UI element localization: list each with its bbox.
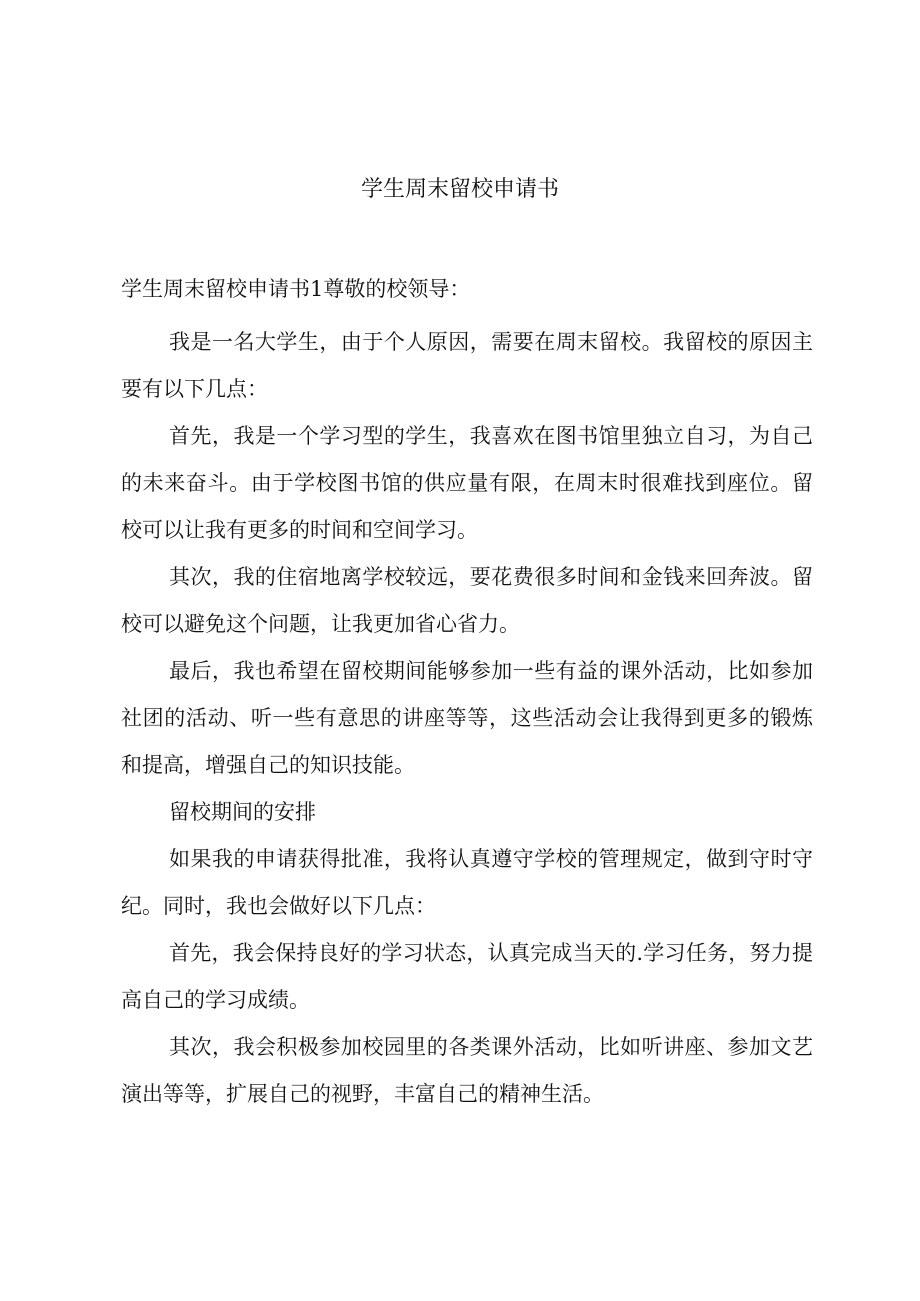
body-paragraph: 如果我的申请获得批准，我将认真遵守学校的管理规定，做到守时守纪。同时，我也会做好以下几点： [121, 847, 813, 918]
document-body [121, 266, 813, 1118]
document-title: 学生周末留校申请书 [360, 177, 559, 202]
body-paragraph: 我是一名大学生，由于个人原因，需要在周末留校。我留校的原因主要有以下几点： [121, 330, 813, 401]
section-heading: 留校期间的安排 [169, 800, 316, 824]
salutation-paragraph: 学生周末留校申请书1尊敬的校领导： [121, 277, 471, 301]
body-paragraph: 最后，我也希望在留校期间能够参加一些有益的课外活动，比如参加社团的活动、听一些有意思的讲座等等，这些活动会让我得到更多的锻炼和提高，增强自己的知识技能。 [121, 659, 813, 777]
body-paragraph: 首先，我是一个学习型的学生，我喜欢在图书馆里独立自习，为自己的未来奋斗。由于学校图书馆的供应量有限，在周末时很难找到座位。留校可以让我有更多的时间和空间学习。 [121, 424, 813, 542]
body-paragraph: 其次，我的住宿地离学校较远，要花费很多时间和金钱来回奔波。留校可以避免这个问题，让我更加省心省力。 [121, 565, 813, 636]
body-paragraph: 其次，我会积极参加校园里的各类课外活动，比如听讲座、参加文艺演出等等，扩展自己的视野，丰富自己的精神生活。 [121, 1035, 813, 1106]
body-paragraph: 首先，我会保持良好的学习状态，认真完成当天的.学习任务，努力提高自己的学习成绩。 [121, 941, 813, 1012]
